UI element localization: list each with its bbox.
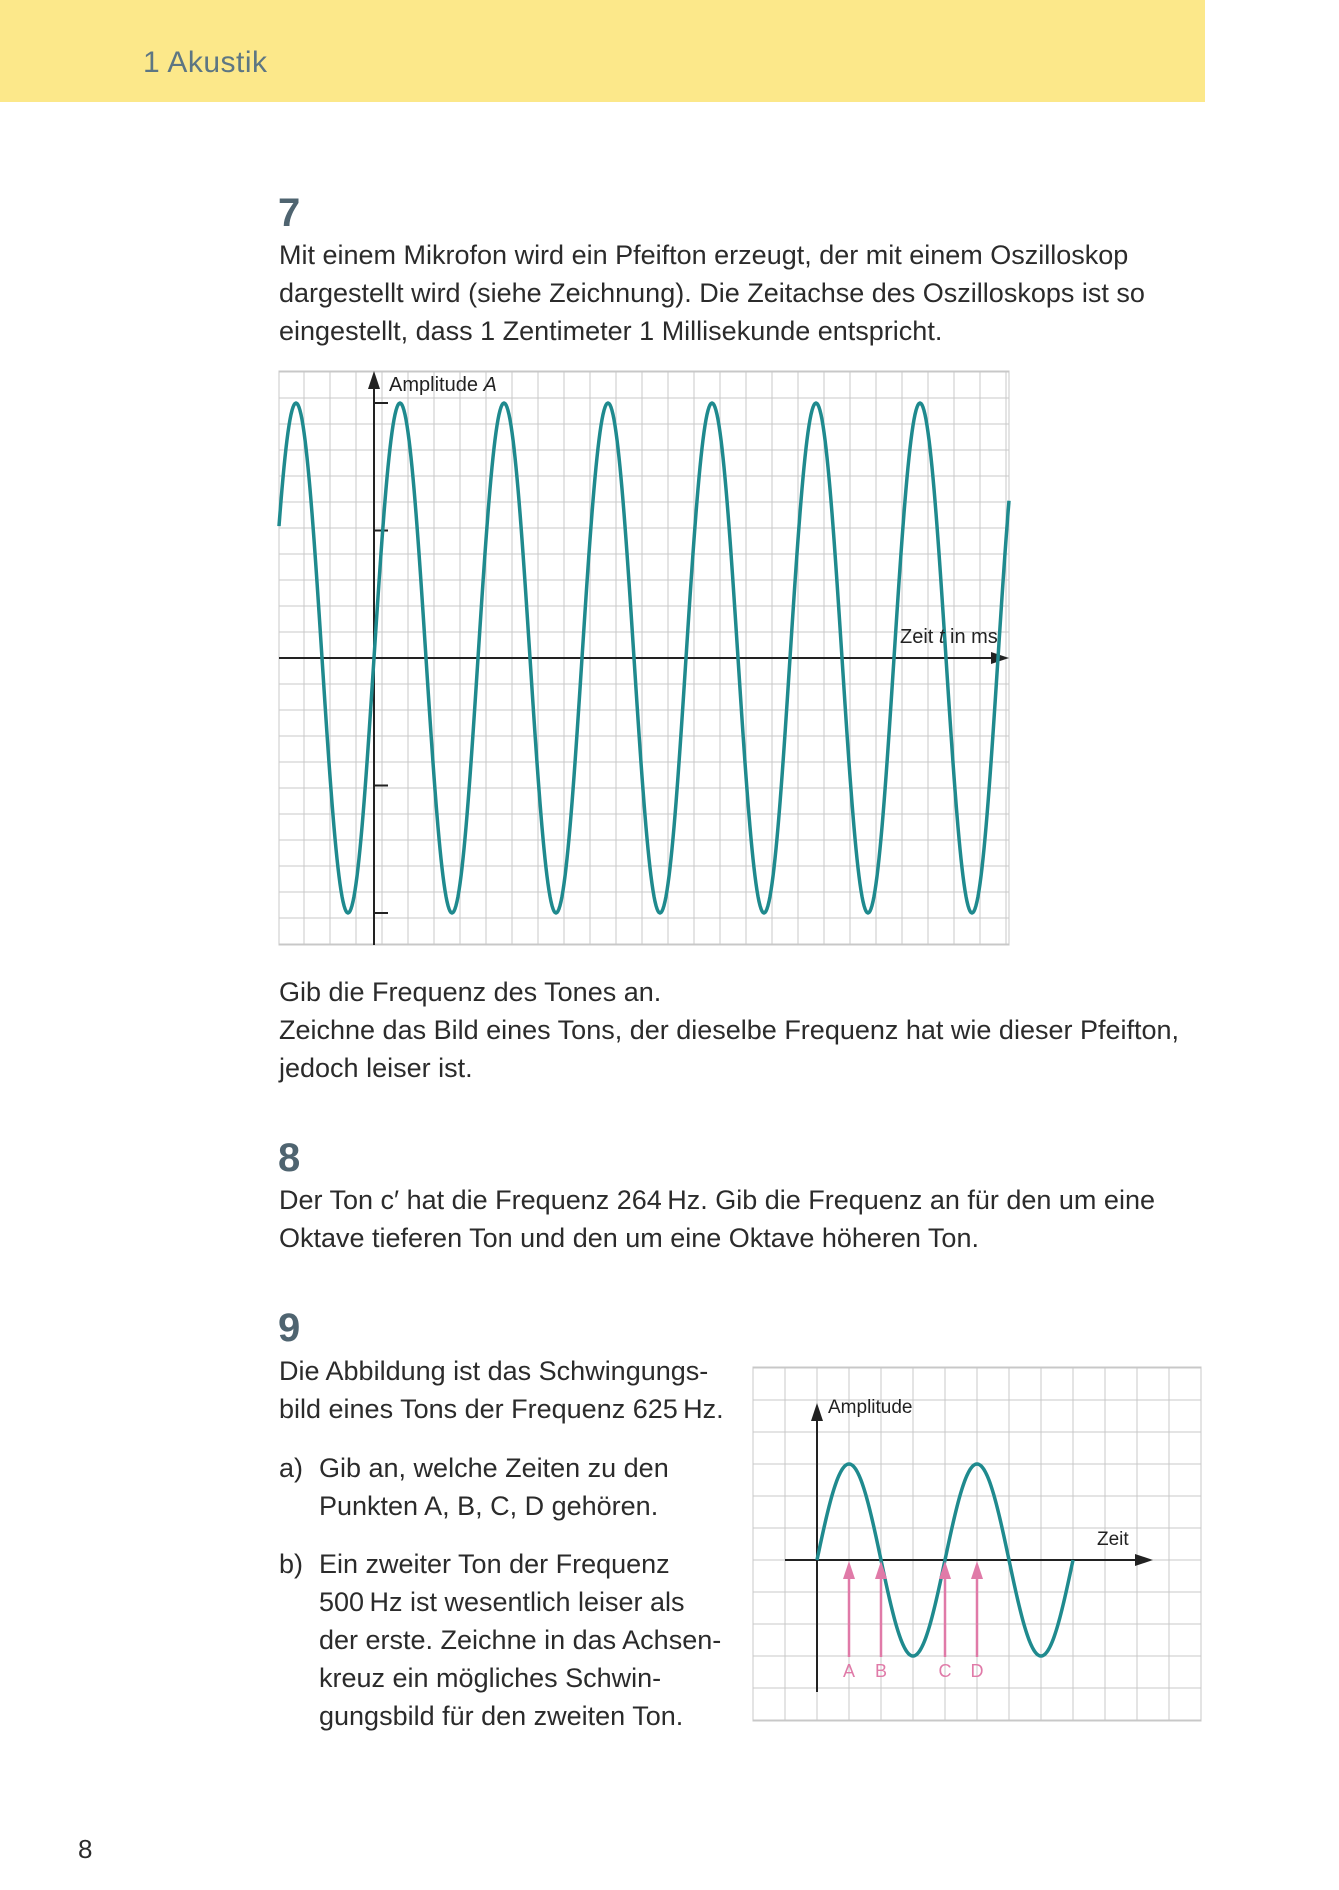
task7-questions: [279, 973, 1179, 1087]
page-number: 8: [78, 1834, 93, 1864]
x-axis-arrow: [1135, 1554, 1153, 1566]
chapter-title: 1 Akustik: [143, 46, 268, 79]
point-arrowhead-d: [971, 1561, 983, 1579]
task7-intro: [279, 236, 1145, 350]
x-axis-label: Zeit: [1097, 1529, 1129, 1550]
y-axis-label-text: Amplitude: [389, 374, 484, 396]
oscilloscope-chart-svg: [279, 371, 1009, 945]
y-axis-arrow: [811, 1403, 823, 1421]
oscilloscope-chart: [279, 371, 1009, 945]
x-axis-label-pre: Zeit: [900, 626, 939, 648]
x-axis-label-variable: t: [938, 626, 945, 648]
point-arrowhead-c: [939, 1561, 951, 1579]
task9-intro-line: Die Abbildung ist das Schwingungs-: [279, 1356, 709, 1386]
task-number-8: 8: [278, 1136, 301, 1180]
task7-question-line: Zeichne das Bild eines Tons, der dieselbe Frequenz hat wie dieser Pfeifton,: [279, 1015, 1180, 1045]
y-axis-label: Amplitude: [828, 1397, 913, 1418]
x-axis-label-post: in ms: [944, 626, 998, 648]
point-label-d: D: [970, 1661, 984, 1681]
task9-intro: [279, 1352, 724, 1428]
task8-text-line: Oktave tieferen Ton und den um eine Oktave höheren Ton.: [279, 1223, 979, 1253]
task-number-9: 9: [278, 1306, 301, 1350]
task9-item-body: [319, 1545, 721, 1735]
point-label-a: A: [842, 1661, 856, 1681]
vibration-chart-svg: [753, 1367, 1201, 1721]
y-axis-label-variable: A: [483, 374, 497, 396]
point-arrowhead-a: [843, 1561, 855, 1579]
task9-item-line: kreuz ein mögliches Schwin-: [319, 1663, 662, 1693]
x-axis-label: [900, 626, 998, 648]
task9-item-line: 500 Hz ist wesentlich leiser als: [319, 1587, 685, 1617]
task7-question-line: Gib die Frequenz des Tones an.: [279, 977, 662, 1007]
task9-intro-line: bild eines Tons der Frequenz 625 Hz.: [279, 1394, 724, 1424]
task7-intro-line: Mit einem Mikrofon wird ein Pfeifton erzeugt, der mit einem Oszilloskop: [279, 240, 1129, 270]
task-number-7: 7: [278, 191, 301, 235]
task9-item-line: der erste. Zeichne in das Achsen-: [319, 1625, 722, 1655]
y-axis-arrow: [368, 371, 380, 389]
task9-item-line: gungsbild für den zweiten Ton.: [319, 1701, 684, 1731]
task9-item-line: Ein zweiter Ton der Frequenz: [319, 1549, 670, 1579]
point-arrowhead-b: [875, 1561, 887, 1579]
task8-text-line: Der Ton c′ hat die Frequenz 264 Hz. Gib die Frequenz an für den um eine: [279, 1185, 1155, 1215]
point-label-c: C: [938, 1661, 952, 1681]
task9-item-marker: b): [279, 1549, 304, 1579]
y-axis-label: [389, 374, 497, 396]
task9-item-line: Punkten A, B, C, D gehören.: [319, 1491, 659, 1521]
task9-item-marker: a): [279, 1453, 304, 1483]
task9-item-line: Gib an, welche Zeiten zu den: [319, 1453, 669, 1483]
task8-text: [279, 1181, 1155, 1257]
point-label-b: B: [874, 1661, 888, 1681]
vibration-chart: [753, 1367, 1201, 1721]
task7-question-line: jedoch leiser ist.: [279, 1053, 473, 1083]
task7-intro-line: dargestellt wird (siehe Zeichnung). Die Zeitachse des Oszilloskops ist so: [279, 278, 1145, 308]
task7-intro-line: eingestellt, dass 1 Zentimeter 1 Millisekunde entspricht.: [279, 316, 943, 346]
task9-item-body: [319, 1449, 669, 1525]
